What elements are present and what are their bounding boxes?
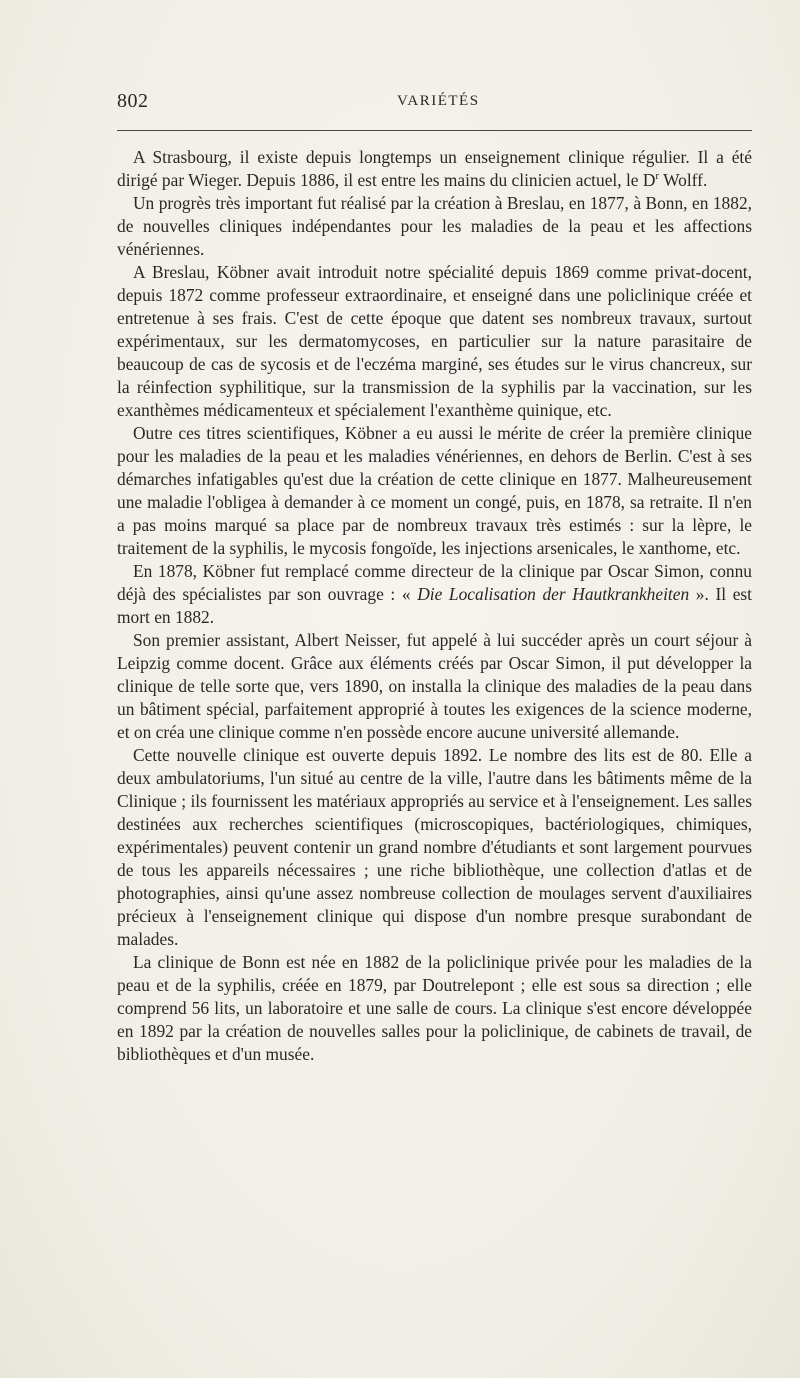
paragraph-breslau-kobner: A Breslau, Köbner avait introduit notre spécialité depuis 1869 comme privat-docent, depuis 1872 comme professeur extraordinaire, et enseigné dans une policlinique créée et entretenue à ses frais. C'est de cette époque que datent ses nombreux travaux, surtout expérimentaux, sur les dermatomycoses, en particulier sur la nature parasitaire de beaucoup de cas de sycosis et de l'eczéma marginé, ses études sur le virus chancreux, sur la réinfection syphilitique, sur la transmission de la syphilis par la vaccination, sur les exanthèmes médicamenteux et spécialement l'exanthème quinique, etc. <box>117 262 752 420</box>
paragraph-nouvelle-clinique: Cette nouvelle clinique est ouverte depuis 1892. Le nombre des lits est de 80. Elle a deux ambulatoriums, l'un situé au centre de la ville, l'autre dans les bâtiments même de la Clinique ; ils fournissent les matériaux appropriés au service et à l'enseignement. Les salles destinées aux recherches scientifiques (microscopiques, bactériologiques, chimiques, expérimentales) peuvent contenir un grand nombre d'étudiants et sont largement pourvues de tous les appareils nécessaires ; une riche bibliothèque, une collection d'atlas et de photographies, ainsi qu'une assez nombreuse collection de moulages servent d'auxiliaires précieux à l'enseignement clinique qui dispose d'un nombre presque surabondant de malades. <box>117 745 752 949</box>
paragraph-neisser: Son premier assistant, Albert Neisser, fut appelé à lui succéder après un court séjour à Leipzig comme docent. Grâce aux éléments créés par Oscar Simon, il put développer la clinique de telle sorte que, vers 1890, on installa la clinique des maladies de la peau dans un bâtiment spécial, parfaitement approprié à toutes les exigences de la science moderne, et on créa une clinique comme n'en possède encore aucune université allemande. <box>117 630 752 742</box>
superscript-r: r <box>655 170 660 183</box>
paragraph-text-after: ». Il est mort en 1882. <box>117 584 753 627</box>
book-title-italic: Die Localisation der Hautkrankheiten <box>417 584 690 604</box>
paragraph-strasbourg <box>117 146 752 192</box>
header-rule <box>117 130 752 131</box>
paragraph-oscar-simon <box>117 560 752 629</box>
paragraph-text-before: En 1878, Köbner fut remplacé comme directeur de la clinique par Oscar Simon, connu déjà des spécialistes par son ouvrage : « <box>117 561 752 604</box>
page-header <box>117 90 752 116</box>
body-text <box>117 146 752 1066</box>
paragraph-text-end: Wolff. <box>659 170 708 190</box>
page-number: 802 <box>117 90 149 112</box>
paragraph-bonn: La clinique de Bonn est née en 1882 de la policlinique privée pour les maladies de la peau et de la syphilis, créée en 1879, par Doutrelepont ; elle est sous sa direction ; elle comprend 56 lits, un laboratoire et une salle de cours. La clinique s'est encore développée en 1892 par la création de nouvelles salles pour la policlinique, de cabinets de travail, de bibliothèques et d'un musée. <box>117 952 752 1064</box>
paragraph-text: A Strasbourg, il existe depuis longtemps un enseignement clinique régulier. Il a été dirigé par Wieger. Depuis 1886, il est entre les mains du clinicien actuel, le D <box>117 147 752 190</box>
paragraph-progres: Un progrès très important fut réalisé par la création à Breslau, en 1877, à Bonn, en 1882, de nouvelles cliniques indépendantes pour les maladies de la peau et les affections vénériennes. <box>117 193 752 259</box>
running-title: VARIÉTÉS <box>397 93 480 109</box>
paragraph-titres-scientifiques: Outre ces titres scientifiques, Köbner a eu aussi le mérite de créer la première clinique pour les maladies de la peau et les maladies vénériennes, en dehors de Berlin. C'est à ses démarches infatigables qu'est due la création de cette clinique en 1877. Malheureusement une maladie l'obligea à demander à ce moment un congé, puis, en 1878, sa retraite. Il n'en a pas moins marqué sa place par de nombreux travaux très estimés : sur la lèpre, le traitement de la syphilis, le mycosis fongoïde, les injections arsenicales, le xanthome, etc. <box>117 423 752 558</box>
